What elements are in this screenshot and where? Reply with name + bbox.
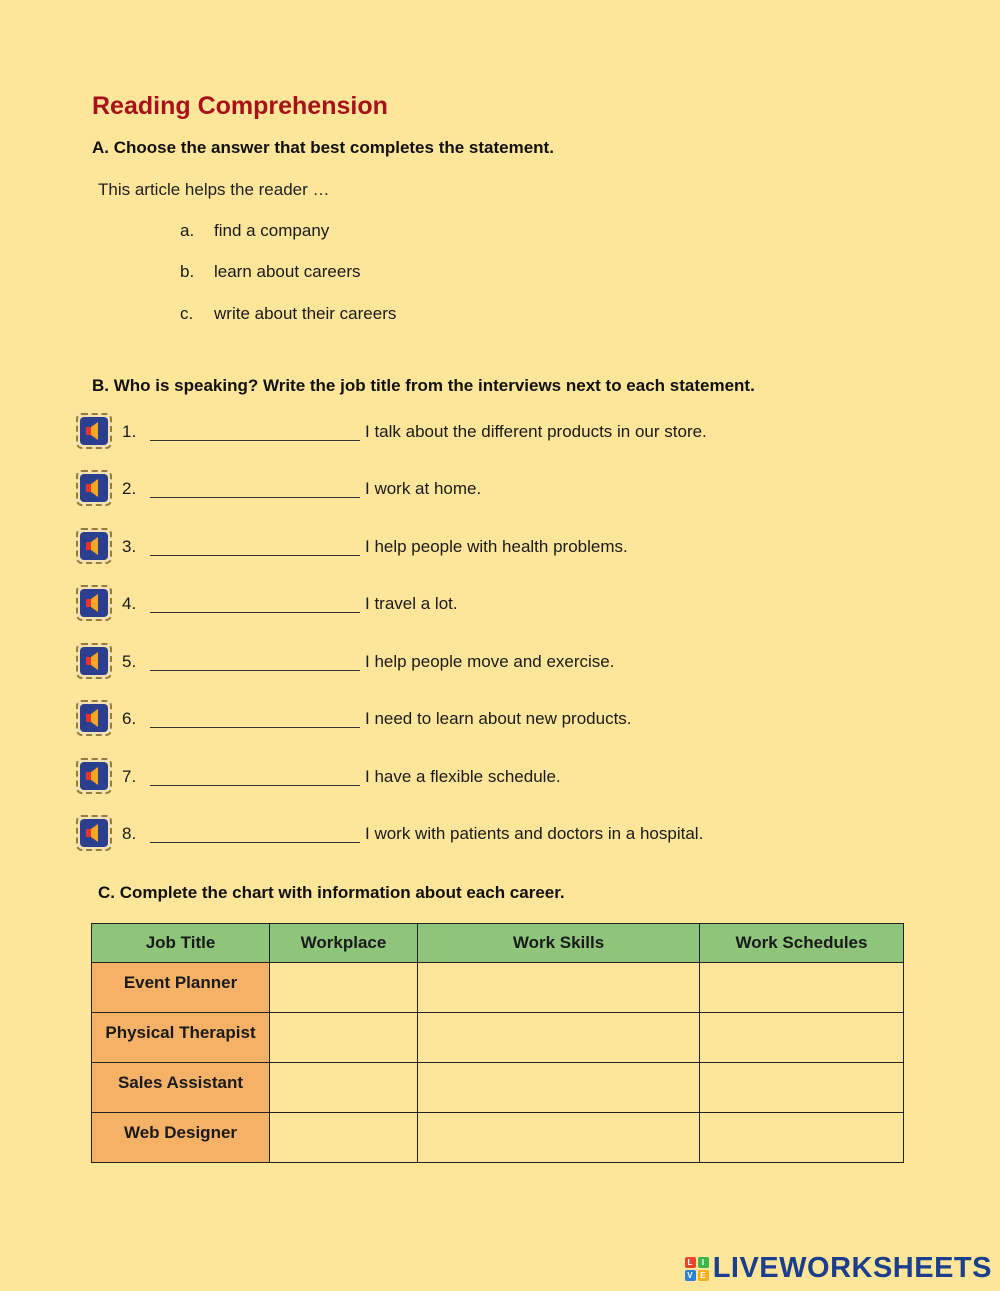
logo-block: L <box>685 1257 696 1268</box>
work-skills-cell[interactable] <box>418 1013 700 1063</box>
speaker-icon[interactable] <box>76 815 112 851</box>
work-skills-cell[interactable] <box>418 1113 700 1163</box>
work-schedules-cell[interactable] <box>700 1113 904 1163</box>
statement-text: I help people with health problems. <box>365 537 628 556</box>
job-title-cell: Web Designer <box>92 1113 270 1163</box>
statement-text: I travel a lot. <box>365 594 458 613</box>
speaker-icon[interactable] <box>76 643 112 679</box>
option-a-letter: a. <box>180 221 195 240</box>
page-title: Reading Comprehension <box>92 92 388 120</box>
answer-blank[interactable] <box>150 824 360 843</box>
statement-text: I talk about the different products in our store. <box>365 422 707 441</box>
column-header-work-schedules: Work Schedules <box>700 924 904 963</box>
workplace-cell[interactable] <box>270 1113 418 1163</box>
liveworksheets-logo <box>685 1252 992 1285</box>
option-c-letter: c. <box>180 304 194 323</box>
answer-blank[interactable] <box>150 709 360 728</box>
statement-text: I need to learn about new products. <box>365 709 632 728</box>
logo-blocks-icon <box>685 1257 709 1281</box>
question-number: 8. <box>122 824 137 843</box>
section-a-prompt: This article helps the reader … <box>98 180 330 199</box>
job-title-cell: Event Planner <box>92 963 270 1013</box>
speaker-icon[interactable] <box>76 585 112 621</box>
logo-block: E <box>698 1270 709 1281</box>
table-row <box>92 963 904 1013</box>
question-number: 5. <box>122 652 137 671</box>
workplace-cell[interactable] <box>270 1063 418 1113</box>
statement-text: I work with patients and doctors in a hospital. <box>365 824 704 843</box>
section-c-heading: C. Complete the chart with information about each career. <box>98 883 565 902</box>
job-title-cell: Physical Therapist <box>92 1013 270 1063</box>
section-a-heading: A. Choose the answer that best completes the statement. <box>92 138 554 157</box>
work-skills-cell[interactable] <box>418 963 700 1013</box>
option-a-text: find a company <box>214 221 330 240</box>
speaker-icon[interactable] <box>76 700 112 736</box>
answer-blank[interactable] <box>150 537 360 556</box>
work-skills-cell[interactable] <box>418 1063 700 1113</box>
answer-blank[interactable] <box>150 479 360 498</box>
chart-header-row <box>92 924 904 963</box>
statement-text: I help people move and exercise. <box>365 652 615 671</box>
logo-block: I <box>698 1257 709 1268</box>
column-header-job-title: Job Title <box>92 924 270 963</box>
column-header-workplace: Workplace <box>270 924 418 963</box>
speaker-icon[interactable] <box>76 528 112 564</box>
statement-text: I have a flexible schedule. <box>365 767 561 786</box>
question-number: 4. <box>122 594 137 613</box>
logo-block: V <box>685 1270 696 1281</box>
workplace-cell[interactable] <box>270 1013 418 1063</box>
statement-text: I work at home. <box>365 479 482 498</box>
table-row <box>92 1013 904 1063</box>
speaker-icon[interactable] <box>76 470 112 506</box>
answer-blank[interactable] <box>150 767 360 786</box>
job-title-cell: Sales Assistant <box>92 1063 270 1113</box>
answer-blank[interactable] <box>150 422 360 441</box>
work-schedules-cell[interactable] <box>700 963 904 1013</box>
column-header-work-skills: Work Skills <box>418 924 700 963</box>
section-b-heading: B. Who is speaking? Write the job title from the interviews next to each statement. <box>92 376 755 395</box>
work-schedules-cell[interactable] <box>700 1063 904 1113</box>
question-number: 1. <box>122 422 137 441</box>
workplace-cell[interactable] <box>270 963 418 1013</box>
answer-blank[interactable] <box>150 594 360 613</box>
career-chart <box>91 923 904 1163</box>
question-number: 6. <box>122 709 137 728</box>
work-schedules-cell[interactable] <box>700 1013 904 1063</box>
question-number: 2. <box>122 479 137 498</box>
option-c-text: write about their careers <box>214 304 397 323</box>
question-number: 7. <box>122 767 137 786</box>
speaker-icon[interactable] <box>76 413 112 449</box>
question-number: 3. <box>122 537 137 556</box>
answer-blank[interactable] <box>150 652 360 671</box>
logo-text: LIVEWORKSHEETS <box>712 1252 992 1284</box>
option-b-letter: b. <box>180 262 195 281</box>
table-row <box>92 1063 904 1113</box>
table-row <box>92 1113 904 1163</box>
option-b-text: learn about careers <box>214 262 361 281</box>
speaker-icon[interactable] <box>76 758 112 794</box>
